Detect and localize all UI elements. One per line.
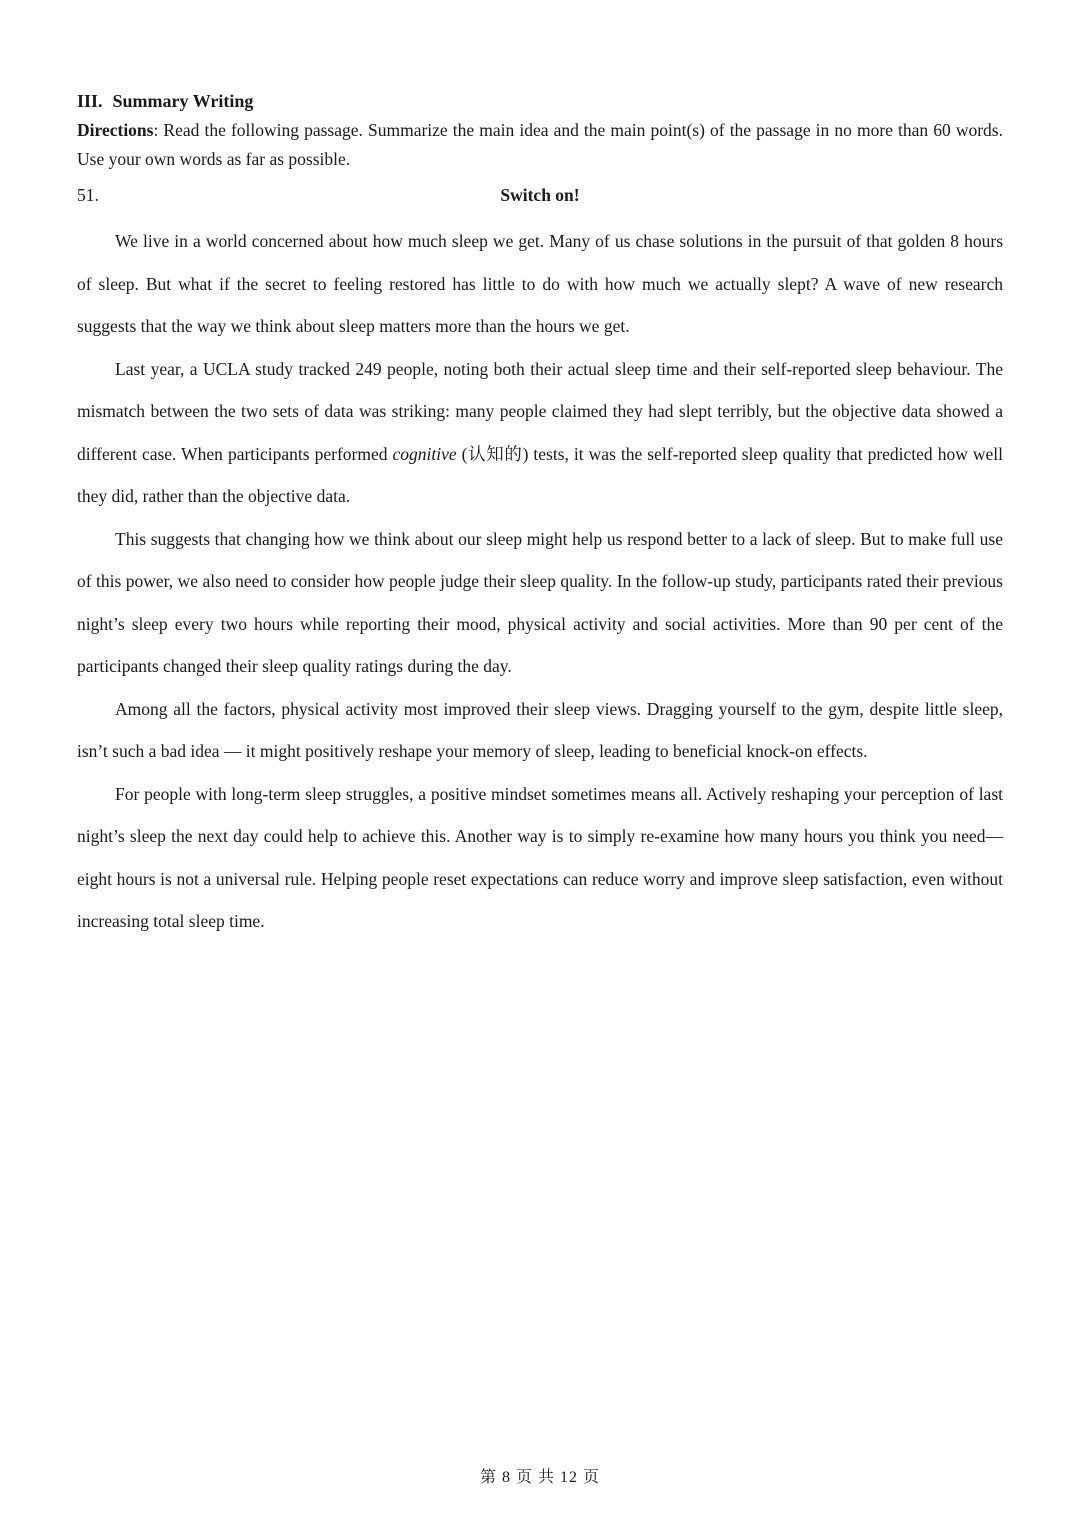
passage-title: Switch on! bbox=[500, 185, 580, 205]
section-title: Summary Writing bbox=[112, 91, 254, 111]
exam-page bbox=[77, 86, 1003, 943]
section-heading bbox=[77, 86, 1003, 116]
paragraph-2-italic-term: cognitive bbox=[392, 443, 457, 464]
paragraph-2-text-a: Last year, a UCLA study tracked 249 people, noting both their actual sleep time and their self-reported sleep behaviour. The mismatch between the two sets of data was striking: many people claimed they had slept terribly, but the objective data showed a different case. When participants performed bbox=[77, 358, 1003, 464]
paragraph-2-text-b: (认知的) tests, it was the self-reported sleep quality that predicted how well they did, rather than the objective data. bbox=[77, 443, 1003, 506]
page-footer: 第 8 页 共 12 页 bbox=[479, 1469, 600, 1486]
passage-paragraph-5: For people with long-term sleep struggles, a positive mindset sometimes means all. Actively reshaping your perception of last night’s sleep the next day could help to achieve this. Another way is to simply re-examine how many hours you think you need—eight hours is not a universal rule. Helping people reset expectations can reduce worry and improve sleep satisfaction, even without increasing total sleep time. bbox=[77, 783, 1003, 931]
directions bbox=[77, 116, 1003, 174]
passage bbox=[77, 220, 1003, 943]
section-numeral: III. bbox=[77, 91, 103, 111]
passage-paragraph-3: This suggests that changing how we think about our sleep might help us respond better to a lack of sleep. But to make full use of this power, we also need to consider how people judge their sleep quality. In the follow-up study, participants rated their previous night’s sleep every two hours while reporting their mood, physical activity and social activities. More than 90 per cent of the participants changed their sleep quality ratings during the day. bbox=[77, 528, 1003, 676]
question-title-row bbox=[77, 178, 1003, 212]
directions-label: Directions bbox=[77, 120, 154, 140]
question-number: 51. bbox=[77, 185, 99, 205]
passage-paragraph-2 bbox=[77, 348, 1003, 518]
passage-paragraph-4: Among all the factors, physical activity most improved their sleep views. Dragging yourself to the gym, despite little sleep, isn’t such a bad idea — it might positively reshape your memory of sleep, leading to beneficial knock-on effects. bbox=[77, 698, 1003, 761]
directions-text: : Read the following passage. Summarize the main idea and the main point(s) of the passage in no more than 60 words. Use your own words as far as possible. bbox=[77, 120, 1003, 169]
passage-paragraph-1: We live in a world concerned about how much sleep we get. Many of us chase solutions in the pursuit of that golden 8 hours of sleep. But what if the secret to feeling restored has little to do with how much we actually slept? A wave of new research suggests that the way we think about sleep matters more than the hours we get. bbox=[77, 231, 1003, 336]
